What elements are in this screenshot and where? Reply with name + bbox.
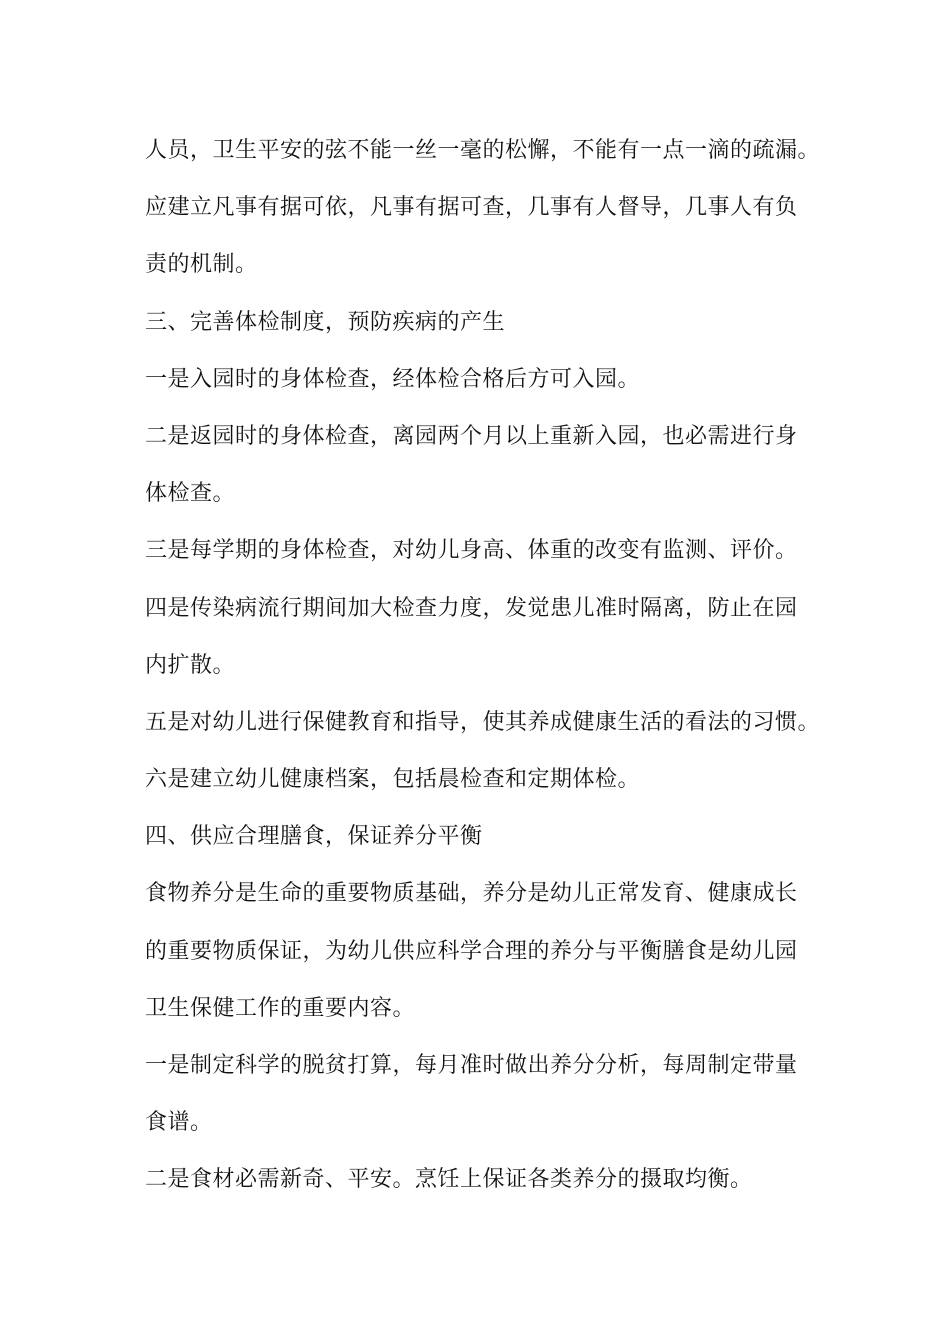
text-line: 五是对幼儿进行保健教育和指导，使其养成健康生活的看法的习惯。 [145,709,821,735]
text-line: 卫生保健工作的重要内容。 [145,995,416,1021]
text-line: 一是制定科学的脱贫打算，每月准时做出养分分析，每周制定带量 [145,1053,798,1078]
text-line: 六是建立幼儿健康档案，包括晨检查和定期体检。 [145,767,641,793]
text-line: 的重要物质保证，为幼儿供应科学合理的养分与平衡膳食是幼儿园 [145,938,798,964]
section-heading: 四、供应合理膳食，保证养分平衡 [145,824,483,850]
text-line: 责的机制。 [145,252,258,278]
text-line: 食物养分是生命的重要物质基础，养分是幼儿正常发育、健康成长 [145,881,798,907]
text-line: 二是食材必需新奇、平安。烹饪上保证各类养分的摄取均衡。 [145,1167,753,1193]
text-line: 食谱。 [145,1110,213,1136]
text-line: 一是入园时的身体检查，经体检合格后方可入园。 [145,366,641,392]
text-line: 体检查。 [145,481,236,507]
text-line: 二是返园时的身体检查，离园两个月以上重新入园，也必需进行身 [145,423,798,449]
body-text [145,128,825,1215]
text-line: 三是每学期的身体检查，对幼儿身高、体重的改变有监测、评价。 [145,538,798,564]
text-line: 四是传染病流行期间加大检查力度，发觉患儿准时隔离，防止在园 [145,595,798,621]
section-heading: 三、完善体检制度，预防疾病的产生 [145,309,506,335]
text-line: 人员，卫生平安的弦不能一丝一毫的松懈，不能有一点一滴的疏漏。 [145,138,821,163]
text-line: 应建立凡事有据可依，凡事有据可查，几事有人督导，几事人有负 [145,195,798,221]
text-line: 内扩散。 [145,652,236,678]
